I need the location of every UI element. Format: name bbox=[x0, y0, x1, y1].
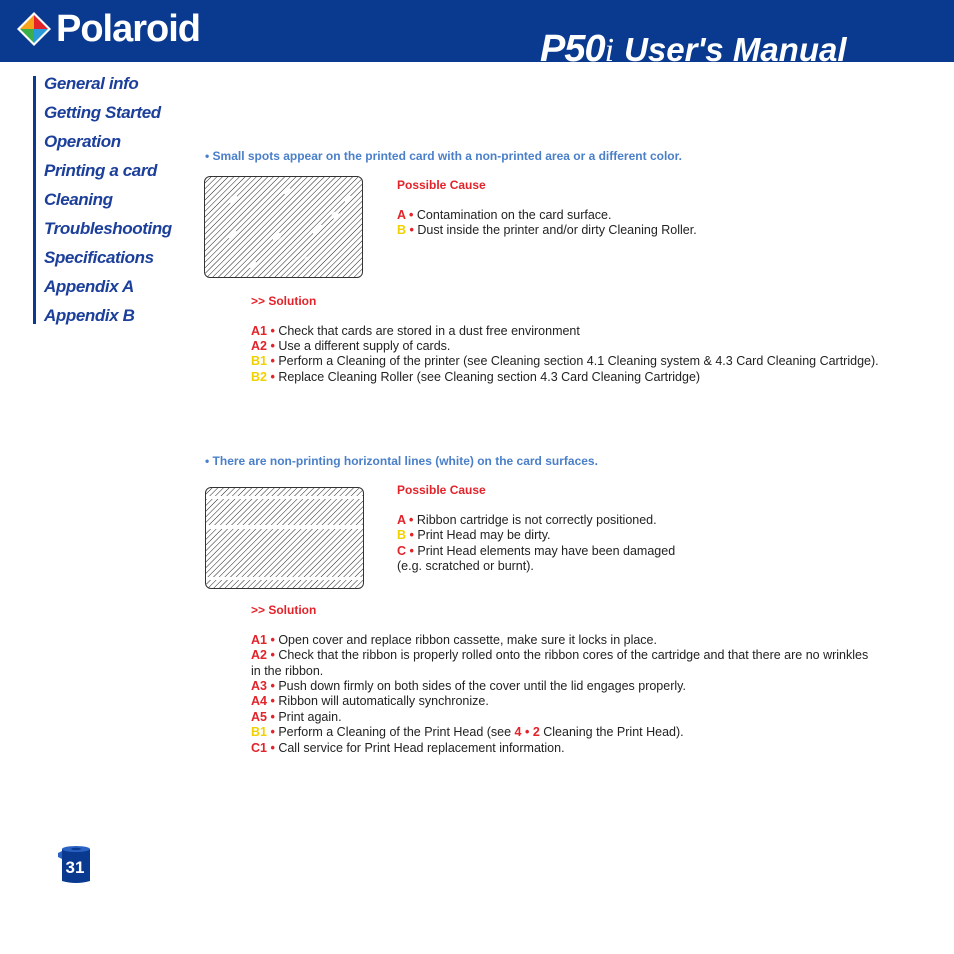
sidebar-rule bbox=[33, 76, 36, 324]
solution-text: Check that the ribbon is properly rolled onto the ribbon cores of the cartridge and that there are no wrinkles bbox=[278, 648, 869, 662]
solution-sep: • bbox=[266, 725, 279, 739]
solution-code: B1 bbox=[251, 725, 267, 739]
cause-line-b bbox=[397, 223, 697, 238]
nav-item-troubleshooting[interactable]: Troubleshooting bbox=[44, 219, 172, 238]
nav-item-appendix-b[interactable]: Appendix B bbox=[44, 306, 135, 325]
cause-code: B bbox=[397, 223, 407, 237]
solution-text: Perform a Cleaning of the printer (see Cleaning section 4.1 Cleaning system & 4.3 Card Cleaning Cartridge). bbox=[278, 354, 879, 368]
nav-item-printing-a-card[interactable]: Printing a card bbox=[44, 161, 158, 180]
solution-code: A1 bbox=[251, 633, 267, 647]
cause-text: Dust inside the printer and/or dirty Cleaning Roller. bbox=[417, 223, 697, 237]
solution-line-a5 bbox=[251, 710, 342, 725]
solution-sep: • bbox=[266, 741, 279, 755]
problem-heading-lines: • There are non-printing horizontal lines (white) on the card surfaces. bbox=[205, 454, 598, 468]
card-illustration-lines bbox=[205, 487, 364, 589]
nav-item-getting-started[interactable]: Getting Started bbox=[44, 103, 161, 122]
solution-code: A2 bbox=[251, 648, 267, 662]
page-number: 31 bbox=[65, 858, 85, 877]
cause-line-a bbox=[397, 208, 611, 223]
solution-code: B2 bbox=[251, 370, 267, 384]
manual-label: User's Manual bbox=[624, 31, 847, 68]
solution-line-a2 bbox=[251, 648, 868, 663]
hatched-card-with-spots-icon bbox=[205, 177, 362, 277]
brand-name: Polaroid bbox=[56, 8, 201, 50]
solution-text: Push down firmly on both sides of the cover until the lid engages properly. bbox=[278, 679, 686, 693]
solution-line-a2-continuation: in the ribbon. bbox=[251, 664, 324, 678]
solution-line-c1 bbox=[251, 741, 565, 756]
solution-line-b1 bbox=[251, 725, 684, 740]
nav-item-specifications[interactable]: Specifications bbox=[44, 248, 154, 267]
solution-sep: • bbox=[266, 324, 279, 338]
cause-code: A bbox=[397, 513, 406, 527]
solution-sep: • bbox=[266, 710, 279, 724]
cause-continuation: (e.g. scratched or burnt). bbox=[397, 559, 534, 573]
polaroid-logo-icon bbox=[17, 12, 51, 46]
solution-line-a4 bbox=[251, 694, 489, 709]
cause-text: Contamination on the card surface. bbox=[416, 208, 612, 222]
cause-code: A bbox=[397, 208, 406, 222]
cause-line-b bbox=[397, 528, 551, 543]
sidebar-nav bbox=[44, 72, 172, 333]
solution-sep: • bbox=[266, 679, 279, 693]
solution-code: C1 bbox=[251, 741, 267, 755]
solution-text: Use a different supply of cards. bbox=[278, 339, 451, 353]
solution-sep: • bbox=[266, 354, 279, 368]
solution-code: A4 bbox=[251, 694, 267, 708]
model-name: P50 bbox=[540, 28, 605, 70]
manual-title bbox=[540, 28, 847, 71]
solution-code: A2 bbox=[251, 339, 267, 353]
solution-text: Replace Cleaning Roller (see Cleaning section 4.3 Card Cleaning Cartridge) bbox=[278, 370, 701, 384]
solution-code: A5 bbox=[251, 710, 267, 724]
cause-code: B bbox=[397, 528, 407, 542]
solution-line-b1 bbox=[251, 354, 879, 369]
nav-item-operation[interactable]: Operation bbox=[44, 132, 121, 151]
section-reference-link[interactable]: 4 • 2 bbox=[514, 725, 540, 739]
cause-code: C bbox=[397, 544, 407, 558]
cause-text: Print Head may be dirty. bbox=[417, 528, 551, 542]
cause-sep: • bbox=[406, 223, 418, 237]
nav-item-appendix-a[interactable]: Appendix A bbox=[44, 277, 134, 296]
card-illustration-spots bbox=[204, 176, 363, 278]
solution-text-tail: Cleaning the Print Head). bbox=[539, 725, 684, 739]
solution-line-a2 bbox=[251, 339, 450, 354]
cause-text: Print Head elements may have been damaged bbox=[417, 544, 676, 558]
model-suffix: i bbox=[604, 32, 615, 69]
cause-sep: • bbox=[405, 513, 417, 527]
solution-text: Print again. bbox=[278, 710, 342, 724]
solution-sep: • bbox=[266, 694, 279, 708]
cause-text: Ribbon cartridge is not correctly positioned. bbox=[416, 513, 657, 527]
solution-text: Ribbon will automatically synchronize. bbox=[278, 694, 489, 708]
solution-text: Call service for Print Head replacement information. bbox=[278, 741, 565, 755]
solution-line-a3 bbox=[251, 679, 686, 694]
solution-line-a1 bbox=[251, 633, 657, 648]
cause-line-a bbox=[397, 513, 657, 528]
solution-text: Perform a Cleaning of the Print Head (see bbox=[278, 725, 515, 739]
nav-item-cleaning[interactable]: Cleaning bbox=[44, 190, 113, 209]
solution-sep: • bbox=[266, 370, 279, 384]
possible-cause-title: Possible Cause bbox=[397, 178, 486, 192]
solution-sep: • bbox=[266, 648, 279, 662]
solution-line-a1 bbox=[251, 324, 580, 339]
cause-sep: • bbox=[405, 208, 417, 222]
nav-item-general-info[interactable]: General info bbox=[44, 74, 139, 93]
solution-sep: • bbox=[266, 339, 279, 353]
solution-code: A1 bbox=[251, 324, 267, 338]
possible-cause-title: Possible Cause bbox=[397, 483, 486, 497]
cause-sep: • bbox=[406, 528, 418, 542]
cause-line-c bbox=[397, 544, 675, 559]
hatched-card-with-white-lines-icon bbox=[206, 488, 363, 588]
problem-heading-spots: • Small spots appear on the printed card with a non-printed area or a different color. bbox=[205, 149, 682, 163]
solution-code: B1 bbox=[251, 354, 267, 368]
solution-text: Open cover and replace ribbon cassette, make sure it locks in place. bbox=[278, 633, 657, 647]
solution-sep: • bbox=[266, 633, 279, 647]
solution-text: Check that cards are stored in a dust free environment bbox=[278, 324, 580, 338]
solution-title: >> Solution bbox=[251, 294, 317, 308]
solution-title: >> Solution bbox=[251, 603, 317, 617]
solution-line-b2 bbox=[251, 370, 700, 385]
page-header bbox=[0, 0, 954, 70]
solution-code: A3 bbox=[251, 679, 267, 693]
cause-sep: • bbox=[406, 544, 418, 558]
